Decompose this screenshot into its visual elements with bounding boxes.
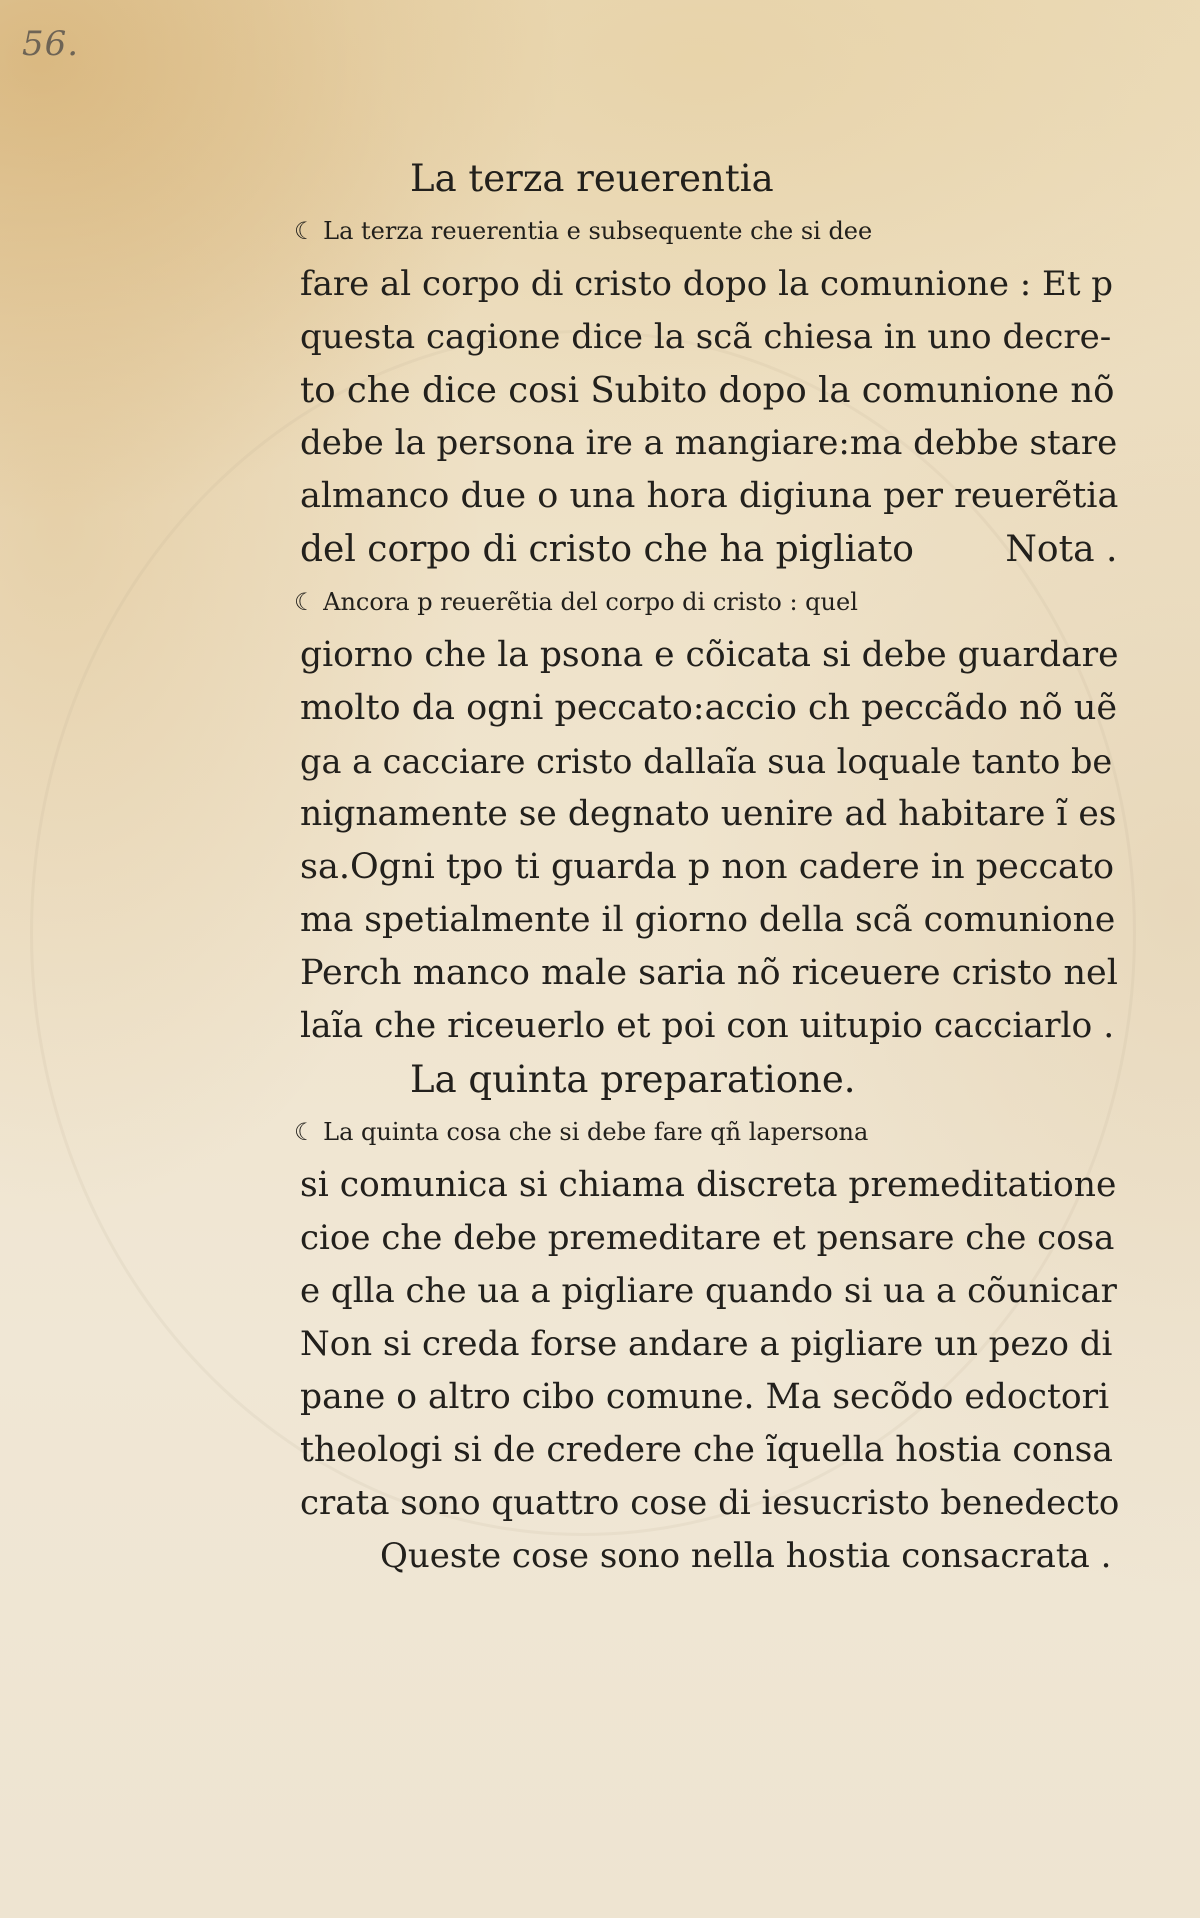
text-line: nignamente se degnato uenire ad habitare ĩ es	[300, 794, 1117, 834]
text-line: fare al corpo di cristo dopo la comunione : Et p	[300, 264, 1114, 304]
text-line: ☾ Ancora p reuerẽtia del corpo di cristo : quel	[294, 588, 858, 616]
text-line: debe la persona ire a mangiare:ma debbe stare	[300, 423, 1118, 463]
text-line: giorno che la psona e cõicata si debe guardare	[300, 635, 1119, 675]
text-line: laĩa che riceuerlo et poi con uitupio cacciarlo .	[300, 1006, 1115, 1046]
text-line: to che dice cosi Subito dopo la comunione nõ	[300, 370, 1115, 411]
text-line: Non si creda forse andare a pigliare un pezo di	[300, 1324, 1113, 1364]
heading-terza-reuerentia: La terza reuerentia	[410, 157, 774, 200]
text-line: molto da ogni peccato:accio ch peccãdo nõ uẽ	[300, 688, 1118, 728]
text-line: ☾ La quinta cosa che si debe fare qñ lapersona	[294, 1118, 869, 1146]
text-line: ma spetialmente il giorno della scã comunione	[300, 900, 1116, 940]
text-line: questa cagione dice la scã chiesa in uno decre-	[300, 317, 1112, 357]
text-line: ☾ La terza reuerentia e subsequente che si dee	[294, 217, 873, 245]
text-line: si comunica si chiama discreta premeditatione	[300, 1165, 1117, 1205]
text-line: pane o altro cibo comune. Ma secõdo edoctori	[300, 1377, 1110, 1417]
text-line: e qlla che ua a pigliare quando si ua a cõunicar	[300, 1271, 1117, 1311]
text-line: ga a cacciare cristo dallaĩa sua loquale tanto be	[300, 742, 1113, 781]
folio-number: 56.	[22, 24, 80, 64]
closing-line: Queste cose sono nella hostia consacrata .	[380, 1536, 1112, 1576]
text-line: almanco due o una hora digiuna per reuerẽtia	[300, 476, 1119, 516]
text-line: del corpo di cristo che ha pigliato Nota .	[300, 529, 1118, 570]
text-line: sa.Ogni tpo ti guarda p non cadere in peccato	[300, 847, 1115, 887]
text-line: cioe che debe premeditare et pensare che cosa	[300, 1218, 1115, 1258]
text-block	[294, 152, 1120, 1583]
text-line: theologi si de credere che ĩquella hostia consa	[300, 1430, 1113, 1470]
heading-quinta-preparatione: La quinta preparatione.	[410, 1058, 856, 1101]
text-line: crata sono quattro cose di iesucristo benedecto	[300, 1483, 1120, 1523]
text-line: Perch manco male saria nõ riceuere cristo nel	[300, 953, 1118, 993]
